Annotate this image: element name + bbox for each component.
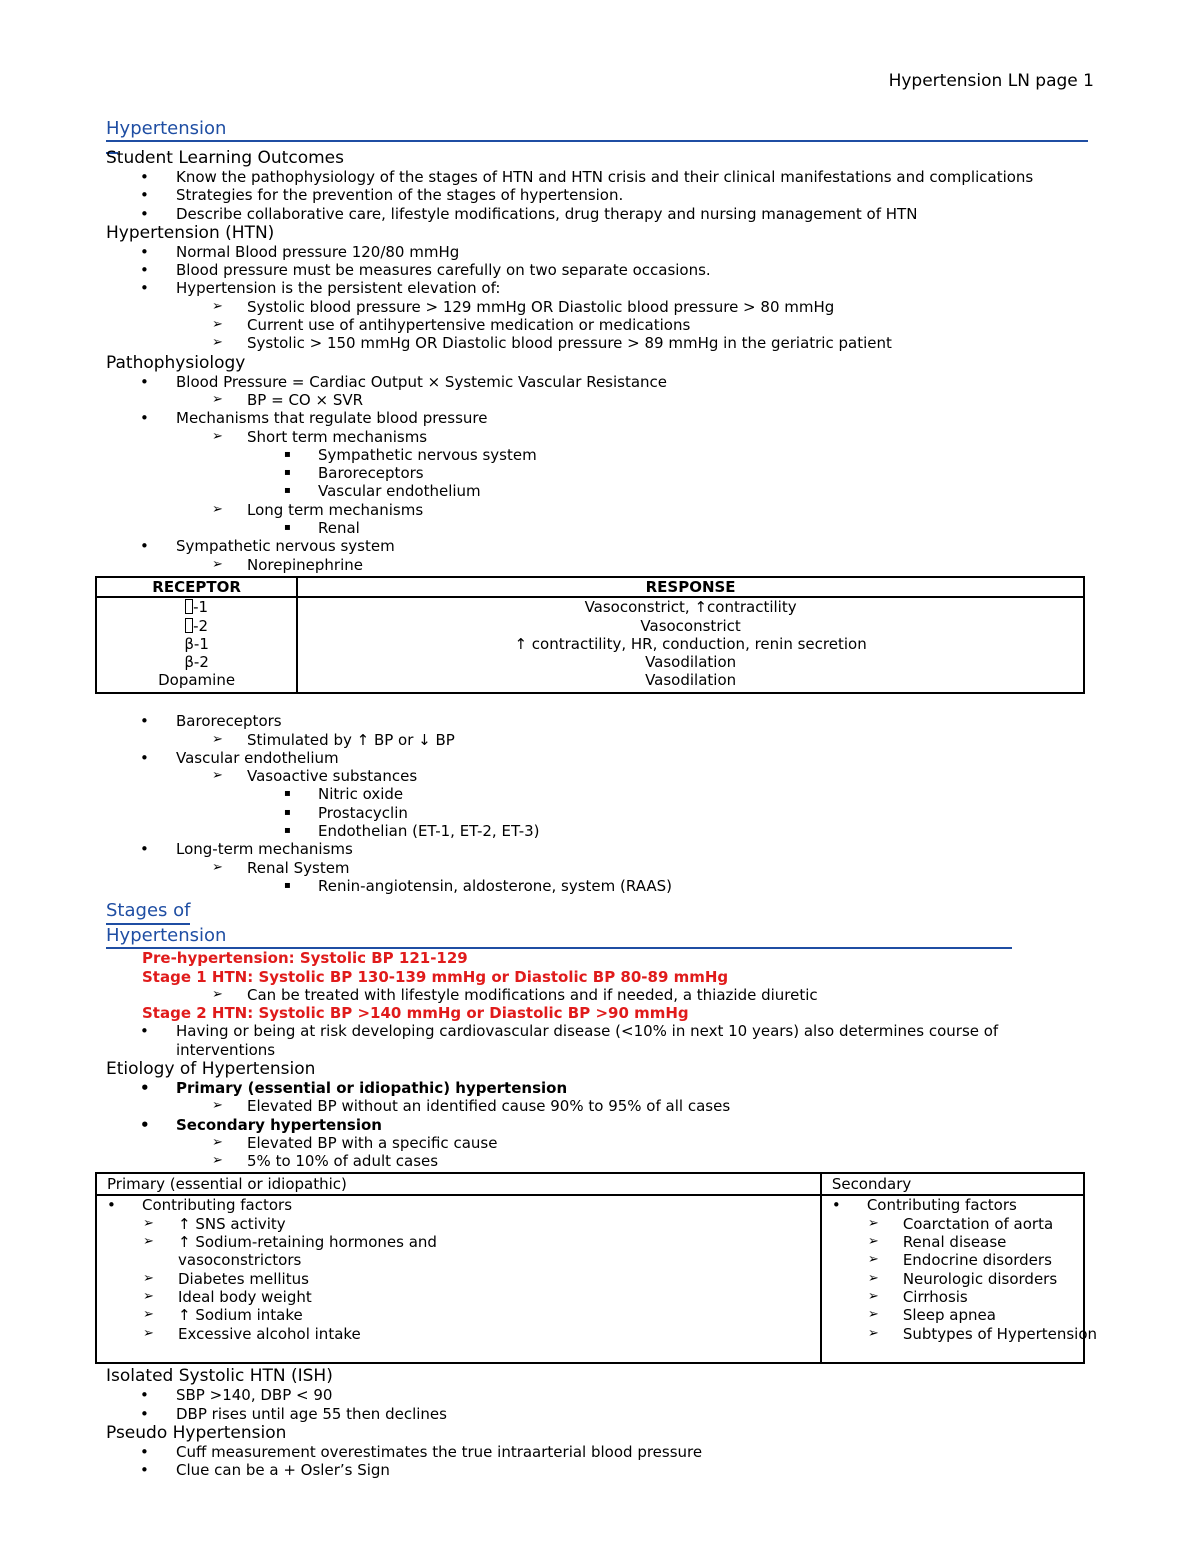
sub-sub-list-item <box>106 804 1090 822</box>
sub-list-item-text: Short term mechanisms <box>247 427 428 446</box>
list-item-text: Cuff measurement overestimates the true intraarterial blood pressure <box>176 1443 703 1462</box>
sub-list-item-text: 5% to 10% of adult cases <box>247 1152 439 1171</box>
sub-sub-list-item-text: Nitric oxide <box>318 785 404 804</box>
sub-list-item <box>106 1134 1090 1152</box>
table-header-row <box>96 577 1084 597</box>
bullet-icon: • <box>140 712 149 731</box>
arrow-bullet-icon: ➢ <box>212 768 223 784</box>
stage1-line: Stage 1 HTN: Systolic BP 130-139 mmHg or Diastolic BP 80-89 mmHg <box>142 967 729 986</box>
bullet-icon: • <box>140 1404 149 1423</box>
sub-list-item <box>106 391 1090 409</box>
list-item <box>106 1116 1090 1134</box>
sub-list-item-text: Renal System <box>247 858 350 877</box>
sub-list-item <box>822 1288 1083 1306</box>
secondary-cell <box>821 1195 1098 1363</box>
response-cell <box>297 597 1084 693</box>
bullet-icon: • <box>140 204 149 223</box>
pseudo-heading: Pseudo Hypertension <box>106 1423 287 1444</box>
pre-hypertension-line: Pre-hypertension: Systolic BP 121-129 <box>142 949 468 968</box>
sub-list-item <box>106 298 1090 316</box>
stages-heading-line-1: Stages of <box>106 899 190 925</box>
receptor-item: Dopamine <box>158 671 236 690</box>
list-item <box>106 261 1090 279</box>
arrow-bullet-icon: ➢ <box>212 335 223 351</box>
sub-list-item <box>106 731 1090 749</box>
list-item-text: Clue can be a + Osler’s Sign <box>176 1461 390 1480</box>
receptor-item-text: -1 <box>193 598 209 617</box>
list-item-text: Describe collaborative care, lifestyle modifications, drug therapy and nursing management of HTN <box>176 204 918 223</box>
sub-list-item <box>106 767 1090 785</box>
title-block <box>106 118 1090 140</box>
primary-cell <box>96 1195 821 1363</box>
missing-glyph-icon <box>185 599 193 614</box>
arrow-bullet-icon: ➢ <box>212 556 223 572</box>
sub-sub-list-item-text: Endothelian (ET-1, ET-2, ET-3) <box>318 822 540 841</box>
bullet-icon: • <box>831 1196 841 1215</box>
response-item: Vasodilation <box>645 653 737 672</box>
sub-list-item-text: Cirrhosis <box>902 1287 968 1306</box>
sub-list-item-text: BP = CO × SVR <box>247 390 364 409</box>
bullet-icon: • <box>140 168 149 186</box>
arrow-bullet-icon: ➢ <box>867 1252 879 1268</box>
list-item-text: Contributing factors <box>142 1196 293 1215</box>
list-item-text: DBP rises until age 55 then declines <box>176 1404 447 1423</box>
sub-list-item <box>106 556 1090 574</box>
response-item: Vasoconstrict, ↑contractility <box>584 598 797 617</box>
sub-list-item-text: ↑ Sodium intake <box>178 1306 303 1325</box>
document-body <box>106 118 1098 1480</box>
sub-list-item <box>97 1215 820 1233</box>
list-item <box>106 537 1090 555</box>
arrow-bullet-icon: ➢ <box>867 1215 879 1231</box>
square-bullet-icon: ▪ <box>284 788 291 800</box>
sub-list-item-text: Neurologic disorders <box>902 1269 1058 1288</box>
list-item <box>97 1196 820 1214</box>
list-item <box>106 840 1090 858</box>
arrow-bullet-icon: ➢ <box>212 731 223 747</box>
sub-list-item-text: Ideal body weight <box>178 1287 312 1306</box>
arrow-bullet-icon: ➢ <box>143 1215 154 1231</box>
arrow-bullet-icon: ➢ <box>212 986 223 1002</box>
etiology-heading: Etiology of Hypertension <box>106 1058 316 1079</box>
page-title-text: Hypertension <box>106 118 227 139</box>
factors-table <box>95 1172 1098 1364</box>
table-row <box>96 597 1084 693</box>
htn-heading: Hypertension (HTN) <box>106 222 275 243</box>
sub-list-item-text: Coarctation of aorta <box>902 1214 1054 1233</box>
list-item-text: Having or being at risk developing cardiovascular disease (<10% in next 10 years) also determines course of interventions <box>176 1022 999 1059</box>
square-bullet-icon: ▪ <box>284 485 291 497</box>
sub-list-item <box>822 1306 1083 1324</box>
arrow-bullet-icon: ➢ <box>143 1234 154 1250</box>
sub-list-item <box>97 1325 820 1343</box>
list-item <box>106 1079 1090 1097</box>
bullet-icon: • <box>140 1115 150 1134</box>
square-bullet-icon: ▪ <box>284 825 291 837</box>
sub-sub-list-item <box>106 519 1090 537</box>
response-item: Vasoconstrict <box>640 616 741 635</box>
sub-list-item <box>822 1233 1083 1251</box>
bullet-icon: • <box>140 748 149 767</box>
sub-sub-list-item-text: Vascular endothelium <box>318 482 481 501</box>
receptor-item <box>97 598 296 616</box>
arrow-bullet-icon: ➢ <box>212 501 223 517</box>
list-item <box>106 279 1090 297</box>
list-item <box>106 712 1090 730</box>
arrow-bullet-icon: ➢ <box>143 1325 154 1341</box>
response-item: ↑ contractility, HR, conduction, renin secretion <box>514 634 867 653</box>
list-item <box>106 749 1090 767</box>
arrow-bullet-icon: ➢ <box>212 298 223 314</box>
table-header-receptor: RECEPTOR <box>96 577 297 597</box>
arrow-bullet-icon: ➢ <box>143 1288 154 1304</box>
sub-list-item-text: ↑ Sodium-retaining hormones and <box>178 1233 437 1252</box>
sub-list-item <box>106 1152 1090 1170</box>
bullet-icon: • <box>140 840 149 859</box>
sub-list-item-text: Diabetes mellitus <box>178 1269 309 1288</box>
stages-heading[interactable] <box>106 899 1090 925</box>
sub-list-item-text: Elevated BP with a specific cause <box>247 1133 498 1152</box>
arrow-bullet-icon: ➢ <box>212 859 223 875</box>
receptor-item-text: -2 <box>193 616 209 635</box>
sub-sub-list-item-text: Prostacyclin <box>318 803 408 822</box>
sub-list-item <box>106 859 1090 877</box>
sub-list-item <box>106 334 1090 352</box>
stage2-line: Stage 2 HTN: Systolic BP >140 mmHg or Diastolic BP >90 mmHg <box>142 1004 689 1023</box>
receptor-item: β-2 <box>184 653 209 672</box>
list-item <box>822 1196 1083 1214</box>
receptor-item: β-1 <box>184 634 209 653</box>
bullet-icon: • <box>140 1022 149 1041</box>
title-spacer <box>106 140 1090 148</box>
list-item <box>106 1461 1090 1479</box>
sub-list-item-text: Elevated BP without an identified cause 90% to 95% of all cases <box>247 1097 731 1116</box>
arrow-bullet-icon: ➢ <box>867 1307 879 1323</box>
sub-list-item-text: Vasoactive substances <box>247 767 418 786</box>
list-item <box>106 409 1090 427</box>
sub-list-item-text: Systolic > 150 mmHg OR Diastolic blood pressure > 89 mmHg in the geriatric patient <box>247 334 892 353</box>
list-item <box>106 168 1090 186</box>
bullet-icon: • <box>140 1078 150 1097</box>
square-bullet-icon: ▪ <box>284 806 291 818</box>
list-item <box>106 186 1090 204</box>
stages-heading-line-2-wrap <box>106 925 1090 949</box>
sub-sub-list-item-text: Renal <box>318 519 360 538</box>
bullet-icon: • <box>140 261 149 280</box>
arrow-bullet-icon: ➢ <box>143 1307 154 1323</box>
list-item-text: Vascular endothelium <box>176 748 339 767</box>
sub-list-item-text: Stimulated by ↑ BP or ↓ BP <box>247 730 455 749</box>
arrow-bullet-icon: ➢ <box>143 1270 154 1286</box>
arrow-bullet-icon: ➢ <box>212 1134 223 1150</box>
bullet-icon: • <box>140 1461 149 1480</box>
sub-list-item <box>106 501 1090 519</box>
sub-list-item <box>106 1097 1090 1115</box>
arrow-bullet-icon: ➢ <box>212 317 223 333</box>
sub-list-item <box>822 1324 1098 1343</box>
list-item-text: Secondary hypertension <box>176 1115 382 1134</box>
list-item <box>106 1022 1090 1059</box>
list-item-text: Sympathetic nervous system <box>176 537 395 556</box>
slo-heading: Student Learning Outcomes <box>106 148 344 168</box>
sub-list-item-text: Current use of antihypertensive medication or medications <box>247 316 691 335</box>
sub-list-item-text: Excessive alcohol intake <box>178 1324 361 1343</box>
primary-header: Primary (essential or idiopathic) <box>96 1173 821 1195</box>
arrow-bullet-icon: ➢ <box>867 1270 879 1286</box>
sub-list-item <box>97 1233 820 1251</box>
sub-sub-list-item-text: Sympathetic nervous system <box>318 445 537 464</box>
sub-list-item <box>822 1251 1083 1269</box>
list-item-text: Long-term mechanisms <box>176 840 353 859</box>
list-item-text: SBP >140, DBP < 90 <box>176 1386 333 1405</box>
sub-list-item <box>97 1306 820 1324</box>
table-row <box>96 1195 1084 1363</box>
sub-sub-list-item-text: Baroreceptors <box>318 464 424 483</box>
missing-glyph-icon <box>185 618 193 633</box>
sub-list-item-text: Can be treated with lifestyle modifications and if needed, a thiazide diuretic <box>247 985 818 1004</box>
list-item-text: Contributing factors <box>866 1196 1017 1215</box>
sub-list-item-continuation <box>97 1251 820 1269</box>
sub-list-item-text: Systolic blood pressure > 129 mmHg OR Diastolic blood pressure > 80 mmHg <box>247 297 835 316</box>
arrow-bullet-icon: ➢ <box>212 428 223 444</box>
sub-list-item <box>106 428 1090 446</box>
sub-sub-list-item <box>106 785 1090 803</box>
sub-list-item <box>106 316 1090 334</box>
patho-heading: Pathophysiology <box>106 352 246 373</box>
list-item-text: Blood pressure must be measures carefully on two separate occasions. <box>176 261 711 280</box>
arrow-bullet-icon: ➢ <box>867 1234 879 1250</box>
sub-list-item-text: vasoconstrictors <box>178 1251 302 1270</box>
bullet-icon: • <box>107 1196 116 1215</box>
receptor-table <box>95 576 1085 694</box>
sub-list-item-text: Sleep apnea <box>902 1306 996 1325</box>
arrow-bullet-icon: ➢ <box>867 1288 879 1304</box>
bullet-icon: • <box>140 372 149 391</box>
list-item-text: Primary (essential or idiopathic) hypertension <box>176 1078 568 1097</box>
stages-heading-line-2[interactable] <box>106 925 1012 949</box>
sub-list-item-text: Long term mechanisms <box>247 500 424 519</box>
table-header-row <box>96 1173 1084 1195</box>
sub-list-item <box>97 1270 820 1288</box>
list-item <box>106 373 1090 391</box>
sub-sub-list-item-text: Renin-angiotensin, aldosterone, system (RAAS) <box>318 876 673 895</box>
list-item <box>106 1386 1090 1404</box>
sub-list-item <box>106 986 1090 1004</box>
receptor-item <box>97 617 296 635</box>
list-item <box>106 205 1090 223</box>
sub-list-item-text: Renal disease <box>902 1233 1007 1252</box>
sub-list-item-text: ↑ SNS activity <box>178 1214 286 1233</box>
receptor-cell <box>96 597 297 693</box>
bullet-icon: • <box>140 409 149 428</box>
sub-list-item-text: Norepinephrine <box>247 555 363 574</box>
response-item: Vasodilation <box>645 671 737 690</box>
bullet-icon: • <box>140 186 149 205</box>
spacer <box>106 694 1090 712</box>
arrow-bullet-icon: ➢ <box>212 1098 223 1114</box>
bullet-icon: • <box>140 1386 149 1405</box>
list-item-text: Baroreceptors <box>176 712 282 731</box>
secondary-header: Secondary <box>821 1173 1084 1195</box>
bullet-icon: • <box>140 242 149 261</box>
ish-heading: Isolated Systolic HTN (ISH) <box>106 1366 333 1387</box>
bullet-icon: • <box>140 279 149 298</box>
list-item-text: Normal Blood pressure 120/80 mmHg <box>176 242 460 261</box>
list-item-text: Mechanisms that regulate blood pressure <box>176 409 488 428</box>
sub-list-item <box>822 1215 1083 1233</box>
sub-sub-list-item <box>106 482 1090 500</box>
sub-list-item <box>97 1288 820 1306</box>
table-header-response: RESPONSE <box>297 577 1084 597</box>
sub-list-item-text: Subtypes of Hypertension <box>902 1324 1098 1343</box>
page-title[interactable] <box>106 118 1088 142</box>
bullet-icon: • <box>140 537 149 556</box>
primary-list <box>97 1196 820 1362</box>
square-bullet-icon: ▪ <box>284 879 291 891</box>
stages-heading-line-2-text: Hypertension <box>106 925 227 947</box>
list-item-text: Strategies for the prevention of the stages of hypertension. <box>176 186 624 205</box>
sub-sub-list-item <box>106 464 1090 482</box>
arrow-bullet-icon: ➢ <box>867 1325 879 1341</box>
list-item-text: Hypertension is the persistent elevation of: <box>176 279 501 298</box>
arrow-bullet-icon: ➢ <box>212 391 223 407</box>
sub-list-item-text: Endocrine disorders <box>902 1251 1052 1270</box>
page-header: Hypertension LN page 1 <box>888 71 1094 91</box>
sub-sub-list-item <box>106 446 1090 464</box>
square-bullet-icon: ▪ <box>284 448 291 460</box>
sub-sub-list-item <box>106 822 1090 840</box>
list-item-text: Blood Pressure = Cardiac Output × Systemic Vascular Resistance <box>176 372 668 391</box>
bullet-icon: • <box>140 1443 149 1462</box>
sub-list-item <box>822 1270 1083 1288</box>
secondary-list <box>822 1196 1098 1362</box>
sub-sub-list-item <box>106 877 1090 895</box>
list-item <box>106 243 1090 261</box>
list-item <box>106 1405 1090 1423</box>
list-item-text: Know the pathophysiology of the stages of HTN and HTN crisis and their clinical manifestations and complications <box>176 168 1034 186</box>
arrow-bullet-icon: ➢ <box>212 1153 223 1169</box>
square-bullet-icon: ▪ <box>284 467 291 479</box>
list-item <box>106 1443 1090 1461</box>
square-bullet-icon: ▪ <box>284 522 291 534</box>
